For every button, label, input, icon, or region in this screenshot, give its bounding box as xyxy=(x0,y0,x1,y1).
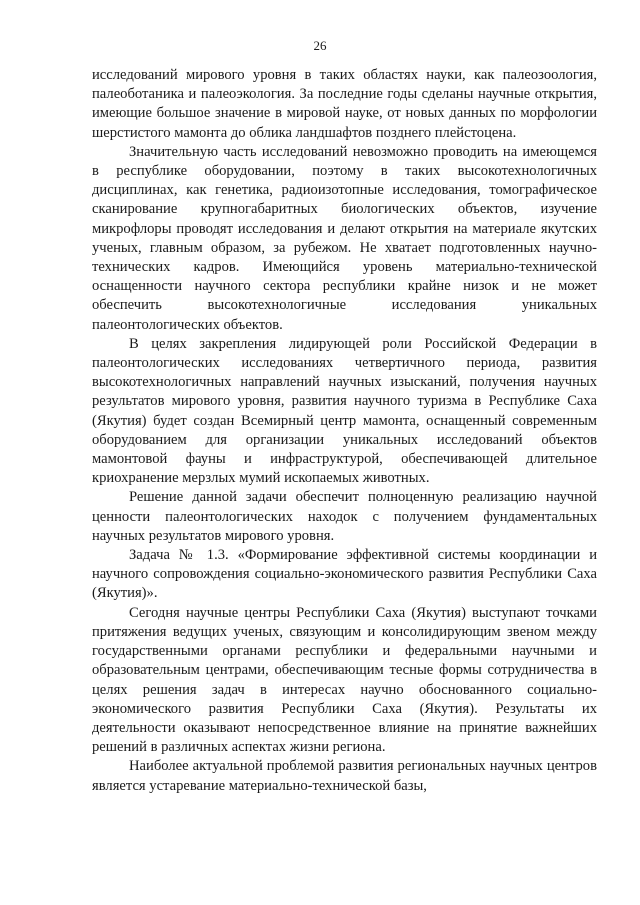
document-body xyxy=(92,66,597,796)
paragraph-task-solution: Решение данной задачи обеспечит полноценную реализацию научной ценности палеонтологических находок с получением фундаментальных научных результатов мирового уровня. xyxy=(92,489,597,544)
paragraph-task-1-3-heading: Задача № 1.3. «Формирование эффективной системы координации и научного сопровождения социально-экономического развития Республики Саха (Якутия)». xyxy=(92,547,597,602)
paragraph-actual-problem: Наиболее актуальной проблемой развития региональных научных центров является устаревание материально-технической базы, xyxy=(92,758,597,794)
page-number: 26 xyxy=(313,38,327,53)
paragraph-equipment-limitations: Значительную часть исследований невозможно проводить на имеющемся в республике оборудовании, поэтому в таких высокотехнологичных дисциплинах, как генетика, радиоизотопные исследования, томографическое сканирование крупногабаритных биологических объектов, изучение микрофлоры проводят исследования и делают открытия на материале якутских ученых, главным образом, за рубежом. Не хватает подготовленных научно-технических кадров. Имеющийся уровень материально-технической оснащенности научного сектора республики крайне низок и не может обеспечить высокотехнологичные исследования уникальных палеонтологических объектов. xyxy=(92,143,597,333)
paragraph-scientific-centers: Сегодня научные центры Республики Саха (Якутия) выступают точками притяжения ведущих ученых, связующим и консолидирующим звеном между государственными органами республики и федеральными научными и образовательным центрами, обеспечивающим тесные формы сотрудничества в целях решения задач в интересах научно обоснованного социально-экономического развития Республики Саха (Якутия). Результаты их деятельности оказывают непосредственное влияние на принятие важнейших решений в различных аспектах жизни региона. xyxy=(92,604,597,756)
paragraph-world-mammoth-center: В целях закрепления лидирующей роли Российской Федерации в палеонтологических исследованиях четвертичного периода, развития высокотехнологичных направлений научных изысканий, получения научных результатов мирового уровня, развития научного туризма в Республике Саха (Якутия) будет создан Всемирный центр мамонта, оснащенный современным оборудованием для организации уникальных исследований объектов мамонтовой фауны и инфраструктурой, обеспечивающей длительное криохранение мерзлых мумий ископаемых животных. xyxy=(92,335,597,487)
paragraph-continuation: исследований мирового уровня в таких областях науки, как палеозоология, палеоботаника и палеоэкология. За последние годы сделаны научные открытия, имеющие большое значение в мировой науке, от новых данных по морфологии шерстистого мамонта до облика ландшафтов позднего плейстоцена. xyxy=(92,67,597,141)
